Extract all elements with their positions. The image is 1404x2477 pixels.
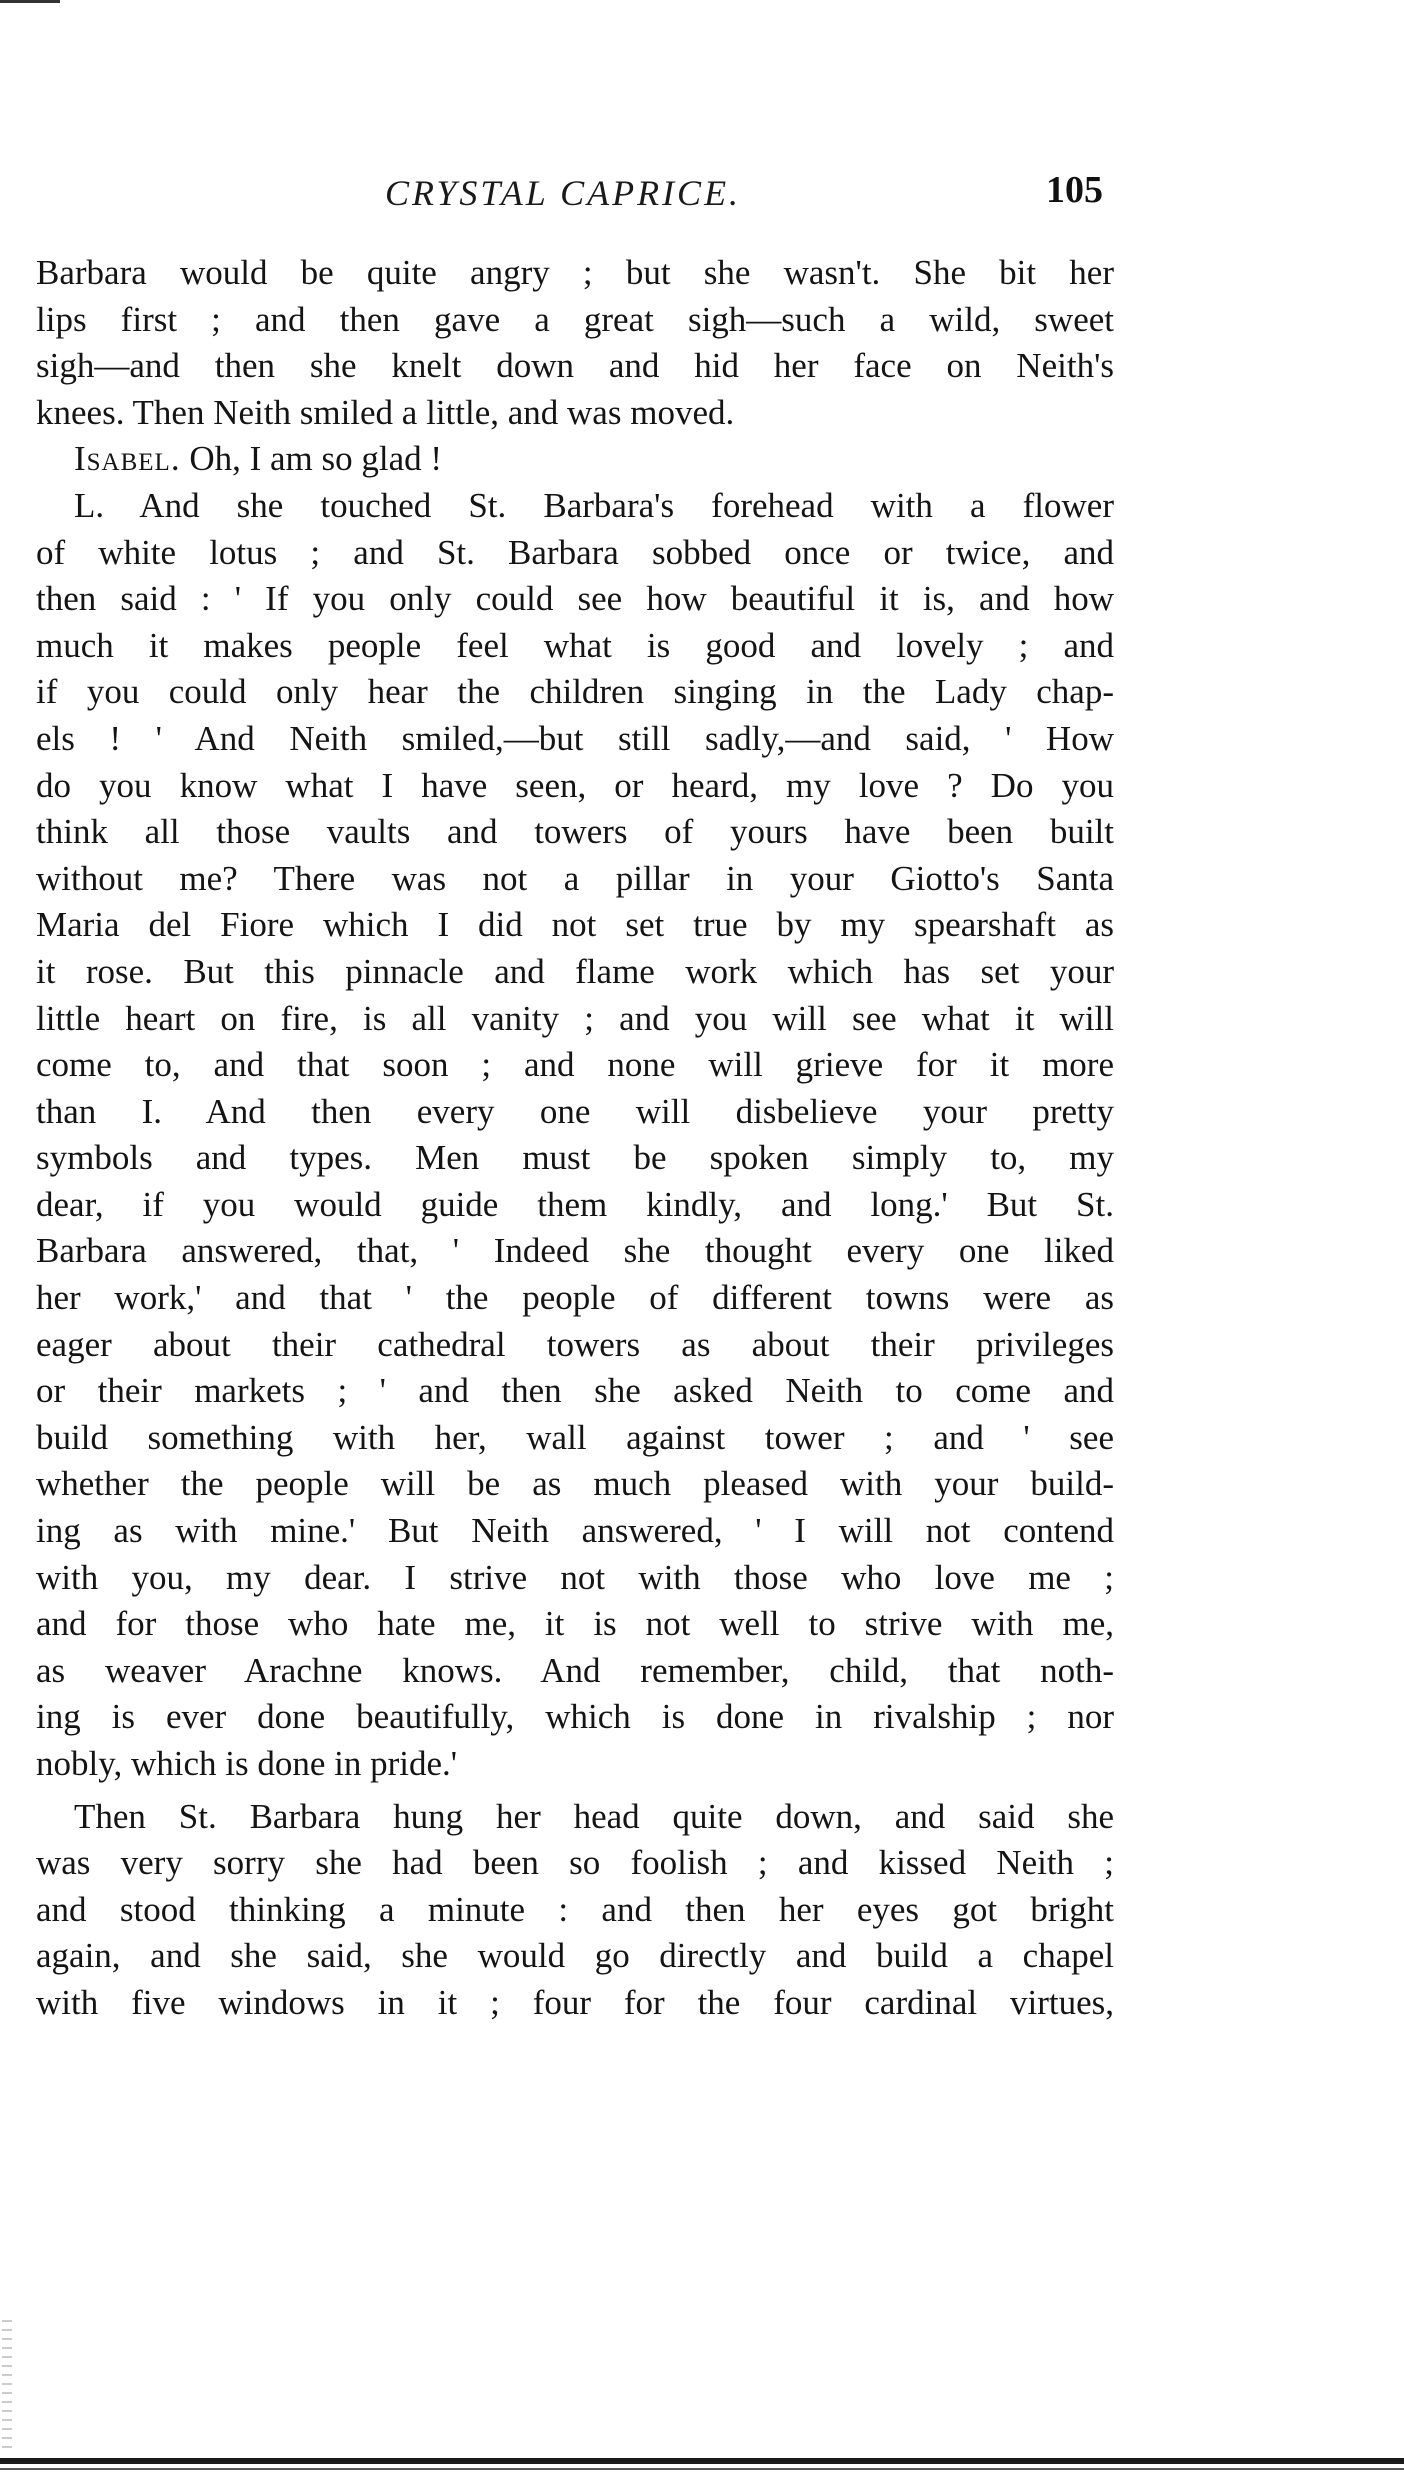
text-line: knees. Then Neith smiled a little, and was moved. [36, 392, 735, 432]
text-line: do you know what I have seen, or heard, my love ? Do you [36, 765, 1114, 805]
text-line: ing is ever done beautifully, which is done in rivalship ; nor [36, 1697, 1114, 1737]
text-line: Barbara would be quite angry ; but she wasn't. She bit her [36, 253, 1114, 292]
text-line: than I. And then every one will disbelieve your pretty [36, 1091, 1114, 1131]
text-line: and for those who hate me, it is not well to strive with me, [36, 1604, 1114, 1644]
page-number: 105 [1046, 169, 1103, 211]
running-header [0, 168, 1404, 218]
text-line: eager about their cathedral towers as about their privileges [36, 1324, 1114, 1364]
text-line: nobly, which is done in pride.' [36, 1744, 458, 1783]
speaker-name: Isabel. [74, 439, 181, 479]
text-line: it rose. But this pinnacle and flame work which has set your [36, 951, 1114, 991]
text-line: Barbara answered, that, ' Indeed she thought every one liked [36, 1231, 1114, 1271]
text-line: as weaver Arachne knows. And remember, child, that noth- [36, 1650, 1114, 1690]
dialogue-line-isabel [36, 436, 1114, 483]
text-line: or their markets ; ' and then she asked Neith to come and [36, 1371, 1114, 1411]
text-line: come to, and that soon ; and none will grieve for it more [36, 1045, 1114, 1085]
text-line: L. And she touched St. Barbara's forehead with a flower [74, 485, 1114, 525]
text-line: was very sorry she had been so foolish ; and kissed Neith ; [36, 1843, 1114, 1883]
running-title: CRYSTAL CAPRICE. [385, 173, 742, 213]
text-line: think all those vaults and towers of yours have been built [36, 812, 1114, 852]
body-text [36, 250, 1114, 2027]
text-line: lips first ; and then gave a great sigh—such a wild, sweet [36, 299, 1114, 339]
text-line: dear, if you would guide them kindly, and long.' But St. [36, 1184, 1114, 1224]
bottom-edge-rule-thin [0, 2468, 1404, 2470]
text-line: sigh—and then she knelt down and hid her face on Neith's [36, 346, 1114, 386]
text-line: without me? There was not a pillar in your Giotto's Santa [36, 858, 1114, 898]
text-line: little heart on fire, is all vanity ; and you will see what it will [36, 998, 1114, 1038]
text-line: els ! ' And Neith smiled,—but still sadly,—and said, ' How [36, 718, 1114, 758]
text-line: again, and she said, she would go directly and build a chapel [36, 1936, 1114, 1976]
text-line: with five windows in it ; four for the four cardinal virtues, [36, 1982, 1114, 2022]
text-line: build something with her, wall against tower ; and ' see [36, 1417, 1114, 1457]
scan-edge-noise [2, 2320, 12, 2450]
dialogue-text: Oh, I am so glad ! [189, 439, 443, 479]
text-line: with you, my dear. I strive not with those who love me ; [36, 1557, 1114, 1597]
text-line: her work,' and that ' the people of different towns were as [36, 1278, 1114, 1318]
text-line: ing as with mine.' But Neith answered, ' I will not contend [36, 1511, 1114, 1551]
text-line: of white lotus ; and St. Barbara sobbed once or twice, and [36, 532, 1114, 572]
text-line: if you could only hear the children singing in the Lady chap- [36, 672, 1114, 712]
text-line: Then St. Barbara hung her head quite down, and said she [74, 1796, 1114, 1836]
text-line: Maria del Fiore which I did not set true by my spearshaft as [36, 905, 1114, 945]
text-line: whether the people will be as much pleased with your build- [36, 1464, 1114, 1504]
bottom-edge-rule [0, 2458, 1404, 2464]
text-line: much it makes people feel what is good and lovely ; and [36, 625, 1114, 665]
text-line: then said : ' If you only could see how beautiful it is, and how [36, 579, 1114, 619]
text-line: and stood thinking a minute : and then her eyes got bright [36, 1889, 1114, 1929]
text-line: symbols and types. Men must be spoken simply to, my [36, 1138, 1114, 1178]
scan-edge-mark [0, 0, 60, 3]
